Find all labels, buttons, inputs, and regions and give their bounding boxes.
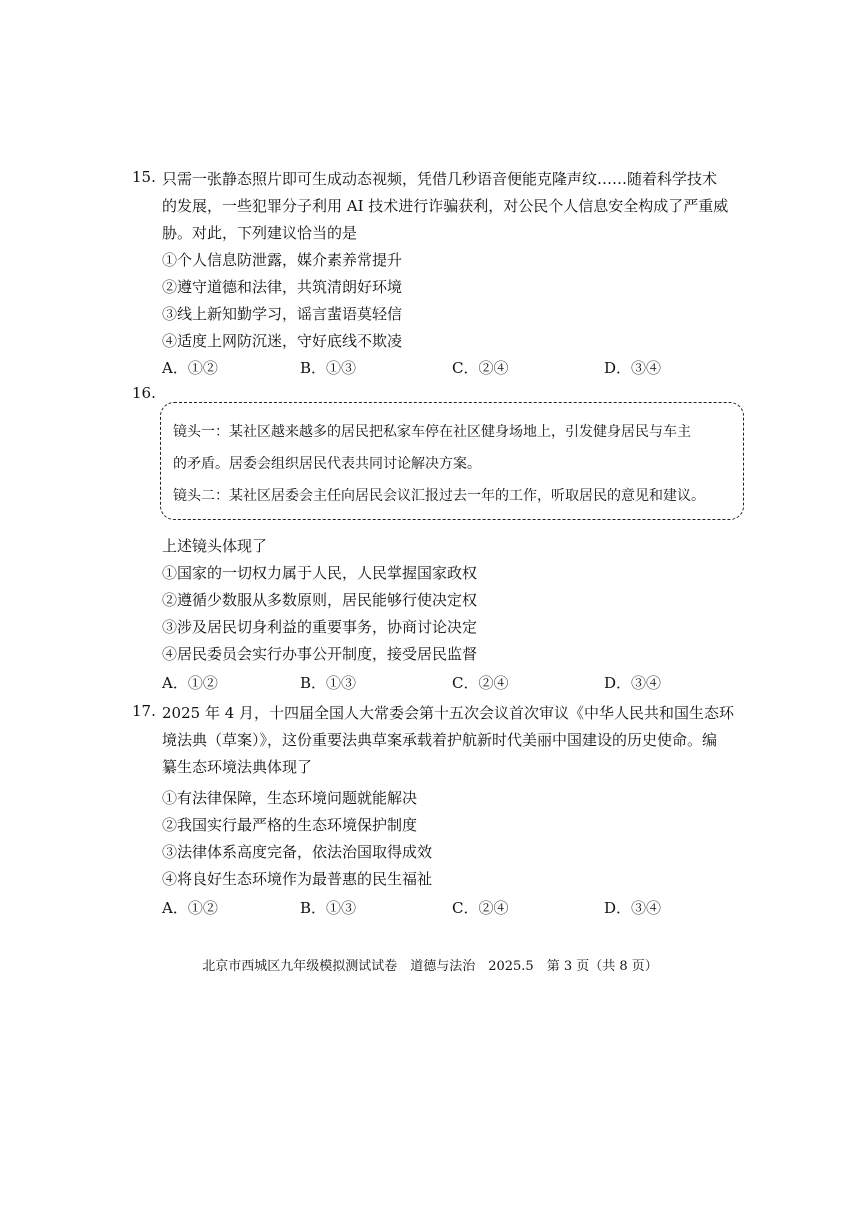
option-b[interactable]: B．①③ [300, 674, 357, 692]
page-footer: 北京市西城区九年级模拟测试试卷 道德与法治 2025.5 第 3 页（共 8 页） [202, 959, 658, 974]
answer-options [162, 672, 722, 692]
option-c[interactable]: C．②④ [452, 674, 509, 692]
statement-3: ③涉及居民切身利益的重要事务，协商讨论决定 [162, 618, 478, 636]
question-number: 17. [132, 702, 156, 720]
statement-4: ④居民委员会实行办事公开制度，接受居民监督 [162, 645, 478, 663]
statement-4: ④将良好生态环境作为最普惠的民生福祉 [162, 870, 433, 888]
question-stem-line: 只需一张静态照片即可生成动态视频，凭借几秒语音便能克隆声纹……随着科学技术 [162, 170, 718, 188]
question-stem-line: 上述镜头体现了 [162, 537, 268, 555]
option-d[interactable]: D．③④ [604, 359, 662, 377]
answer-options [162, 357, 722, 377]
question-stem-line: 境法典（草案）》，这份重要法典草案承载着护航新时代美丽中国建设的历史使命。编 [162, 731, 718, 749]
option-c[interactable]: C．②④ [452, 899, 509, 917]
option-b[interactable]: B．①③ [300, 359, 357, 377]
question-stem-line: 纂生态环境法典体现了 [162, 758, 313, 776]
scene-line: 的矛盾。居委会组织居民代表共同讨论解决方案。 [173, 456, 481, 472]
option-a[interactable]: A．①② [162, 899, 218, 917]
statement-2: ②我国实行最严格的生态环境保护制度 [162, 816, 418, 834]
question-stem-line: 的发展，一些犯罪分子利用 AI 技术进行诈骗获利，对公民个人信息安全构成了严重威 [162, 197, 729, 215]
scene-material-box [160, 402, 744, 520]
answer-options [162, 897, 722, 917]
question-number: 15. [132, 168, 156, 186]
statement-2: ②遵守道德和法律，共筑清朗好环境 [162, 278, 403, 296]
statement-3: ③线上新知勤学习，谣言蜚语莫轻信 [162, 305, 403, 323]
question-stem-line: 胁。对此，下列建议恰当的是 [162, 224, 358, 242]
scene-line: 镜头二：某社区居委会主任向居民会议汇报过去一年的工作，听取居民的意见和建议。 [173, 488, 705, 504]
statement-3: ③法律体系高度完备，依法治国取得成效 [162, 843, 433, 861]
option-b[interactable]: B．①③ [300, 899, 357, 917]
option-a[interactable]: A．①② [162, 359, 218, 377]
statement-1: ①国家的一切权力属于人民，人民掌握国家政权 [162, 564, 478, 582]
statement-1: ①有法律保障，生态环境问题就能解决 [162, 789, 418, 807]
option-d[interactable]: D．③④ [604, 674, 662, 692]
question-stem-line: 2025 年 4 月，十四届全国人大常委会第十五次会议首次审议《中华人民共和国生态环 [162, 704, 735, 722]
scene-line: 镜头一：某社区越来越多的居民把私家车停在社区健身场地上，引发健身居民与车主 [173, 424, 691, 440]
question-number: 16. [132, 384, 156, 402]
option-c[interactable]: C．②④ [452, 359, 509, 377]
option-d[interactable]: D．③④ [604, 899, 662, 917]
statement-2: ②遵循少数服从多数原则，居民能够行使决定权 [162, 591, 478, 609]
statement-1: ①个人信息防泄露，媒介素养常提升 [162, 251, 403, 269]
option-a[interactable]: A．①② [162, 674, 218, 692]
statement-4: ④适度上网防沉迷，守好底线不欺凌 [162, 332, 403, 350]
